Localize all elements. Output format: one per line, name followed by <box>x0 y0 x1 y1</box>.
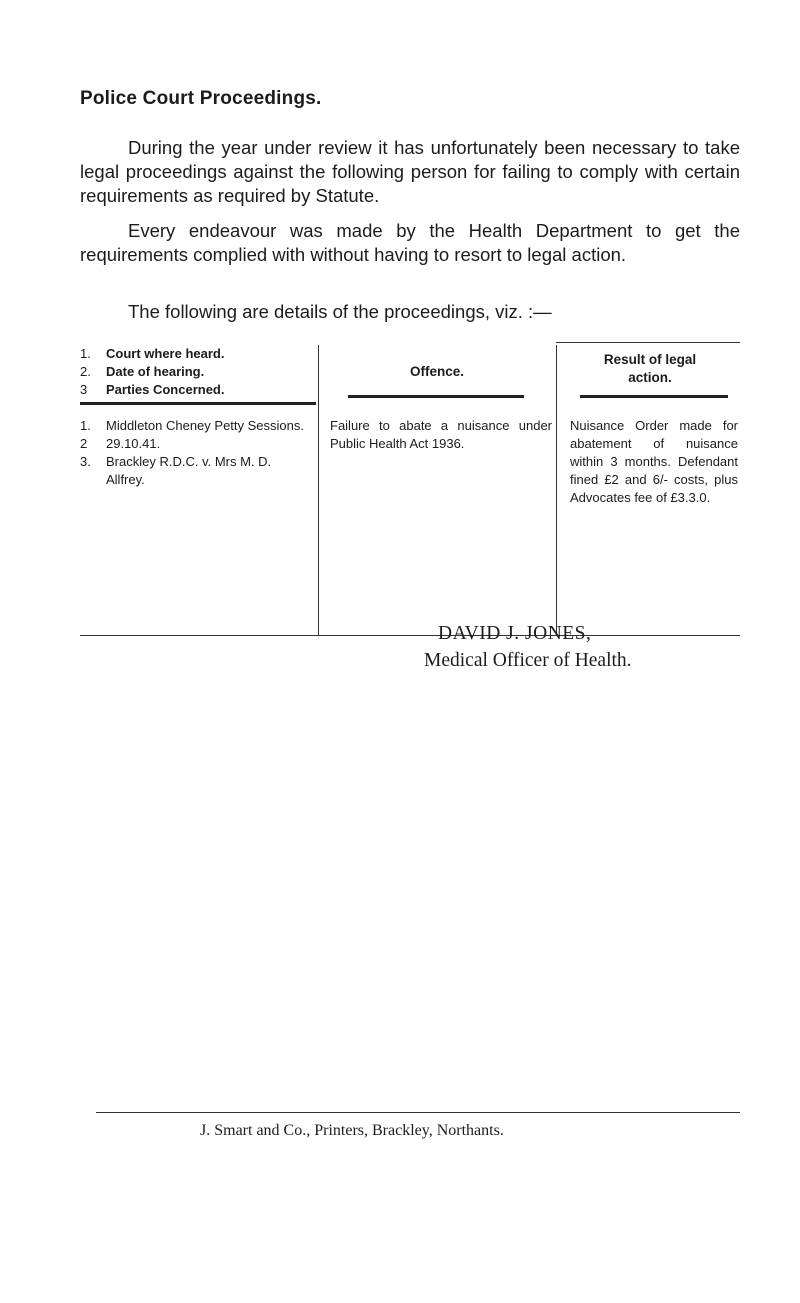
result-cell: Nuisance Order made for abatement of nuisance within 3 months. Defendant fined £2 and 6/- costs, plus Advocates fee of £3.3.0. <box>570 418 738 505</box>
endeavour-paragraph: Every endeavour was made by the Health Department to get the requirements complied with without having to resort to legal action. <box>80 220 740 265</box>
header-underline <box>80 402 316 405</box>
column-divider <box>556 401 557 635</box>
intro-paragraph: During the year under review it has unfortunately been necessary to take legal proceedings against the following person for failing to comply with certain requirements as required by Statute. <box>80 137 740 206</box>
column-divider <box>318 401 319 635</box>
offence-cell: Failure to abate a nuisance under Public Health Act 1936. <box>330 418 552 451</box>
signatory-name: DAVID J. JONES, <box>438 623 592 644</box>
footer-rule <box>96 1112 740 1113</box>
header-result: Result of legal action. <box>603 352 697 385</box>
list-item: 1. Middleton Cheney Petty Sessions. <box>80 418 304 433</box>
parties-cell <box>80 417 312 489</box>
proceedings-table <box>80 345 740 635</box>
table-row <box>80 407 740 635</box>
page-heading: Police Court Proceedings. <box>80 88 322 109</box>
header-top-rule <box>556 342 740 343</box>
header-item: 1. Court where heard. <box>80 346 225 361</box>
details-paragraph: The following are details of the proceedings, viz. :— <box>128 301 552 322</box>
result-underline <box>580 395 728 398</box>
signature-block <box>424 620 646 674</box>
header-offence: Offence. <box>409 364 464 379</box>
printer-imprint: J. Smart and Co., Printers, Brackley, Northants. <box>200 1122 504 1139</box>
signatory-title: Medical Officer of Health. <box>424 650 632 671</box>
header-item: 2. Date of hearing. <box>80 364 205 379</box>
header-col1 <box>80 345 318 399</box>
list-item: 2 29.10.41. <box>80 436 161 451</box>
header-item: 3 Parties Concerned. <box>80 382 225 397</box>
list-item: 3. Brackley R.D.C. v. Mrs M. D. Allfrey. <box>80 454 272 487</box>
offence-underline <box>348 395 524 398</box>
